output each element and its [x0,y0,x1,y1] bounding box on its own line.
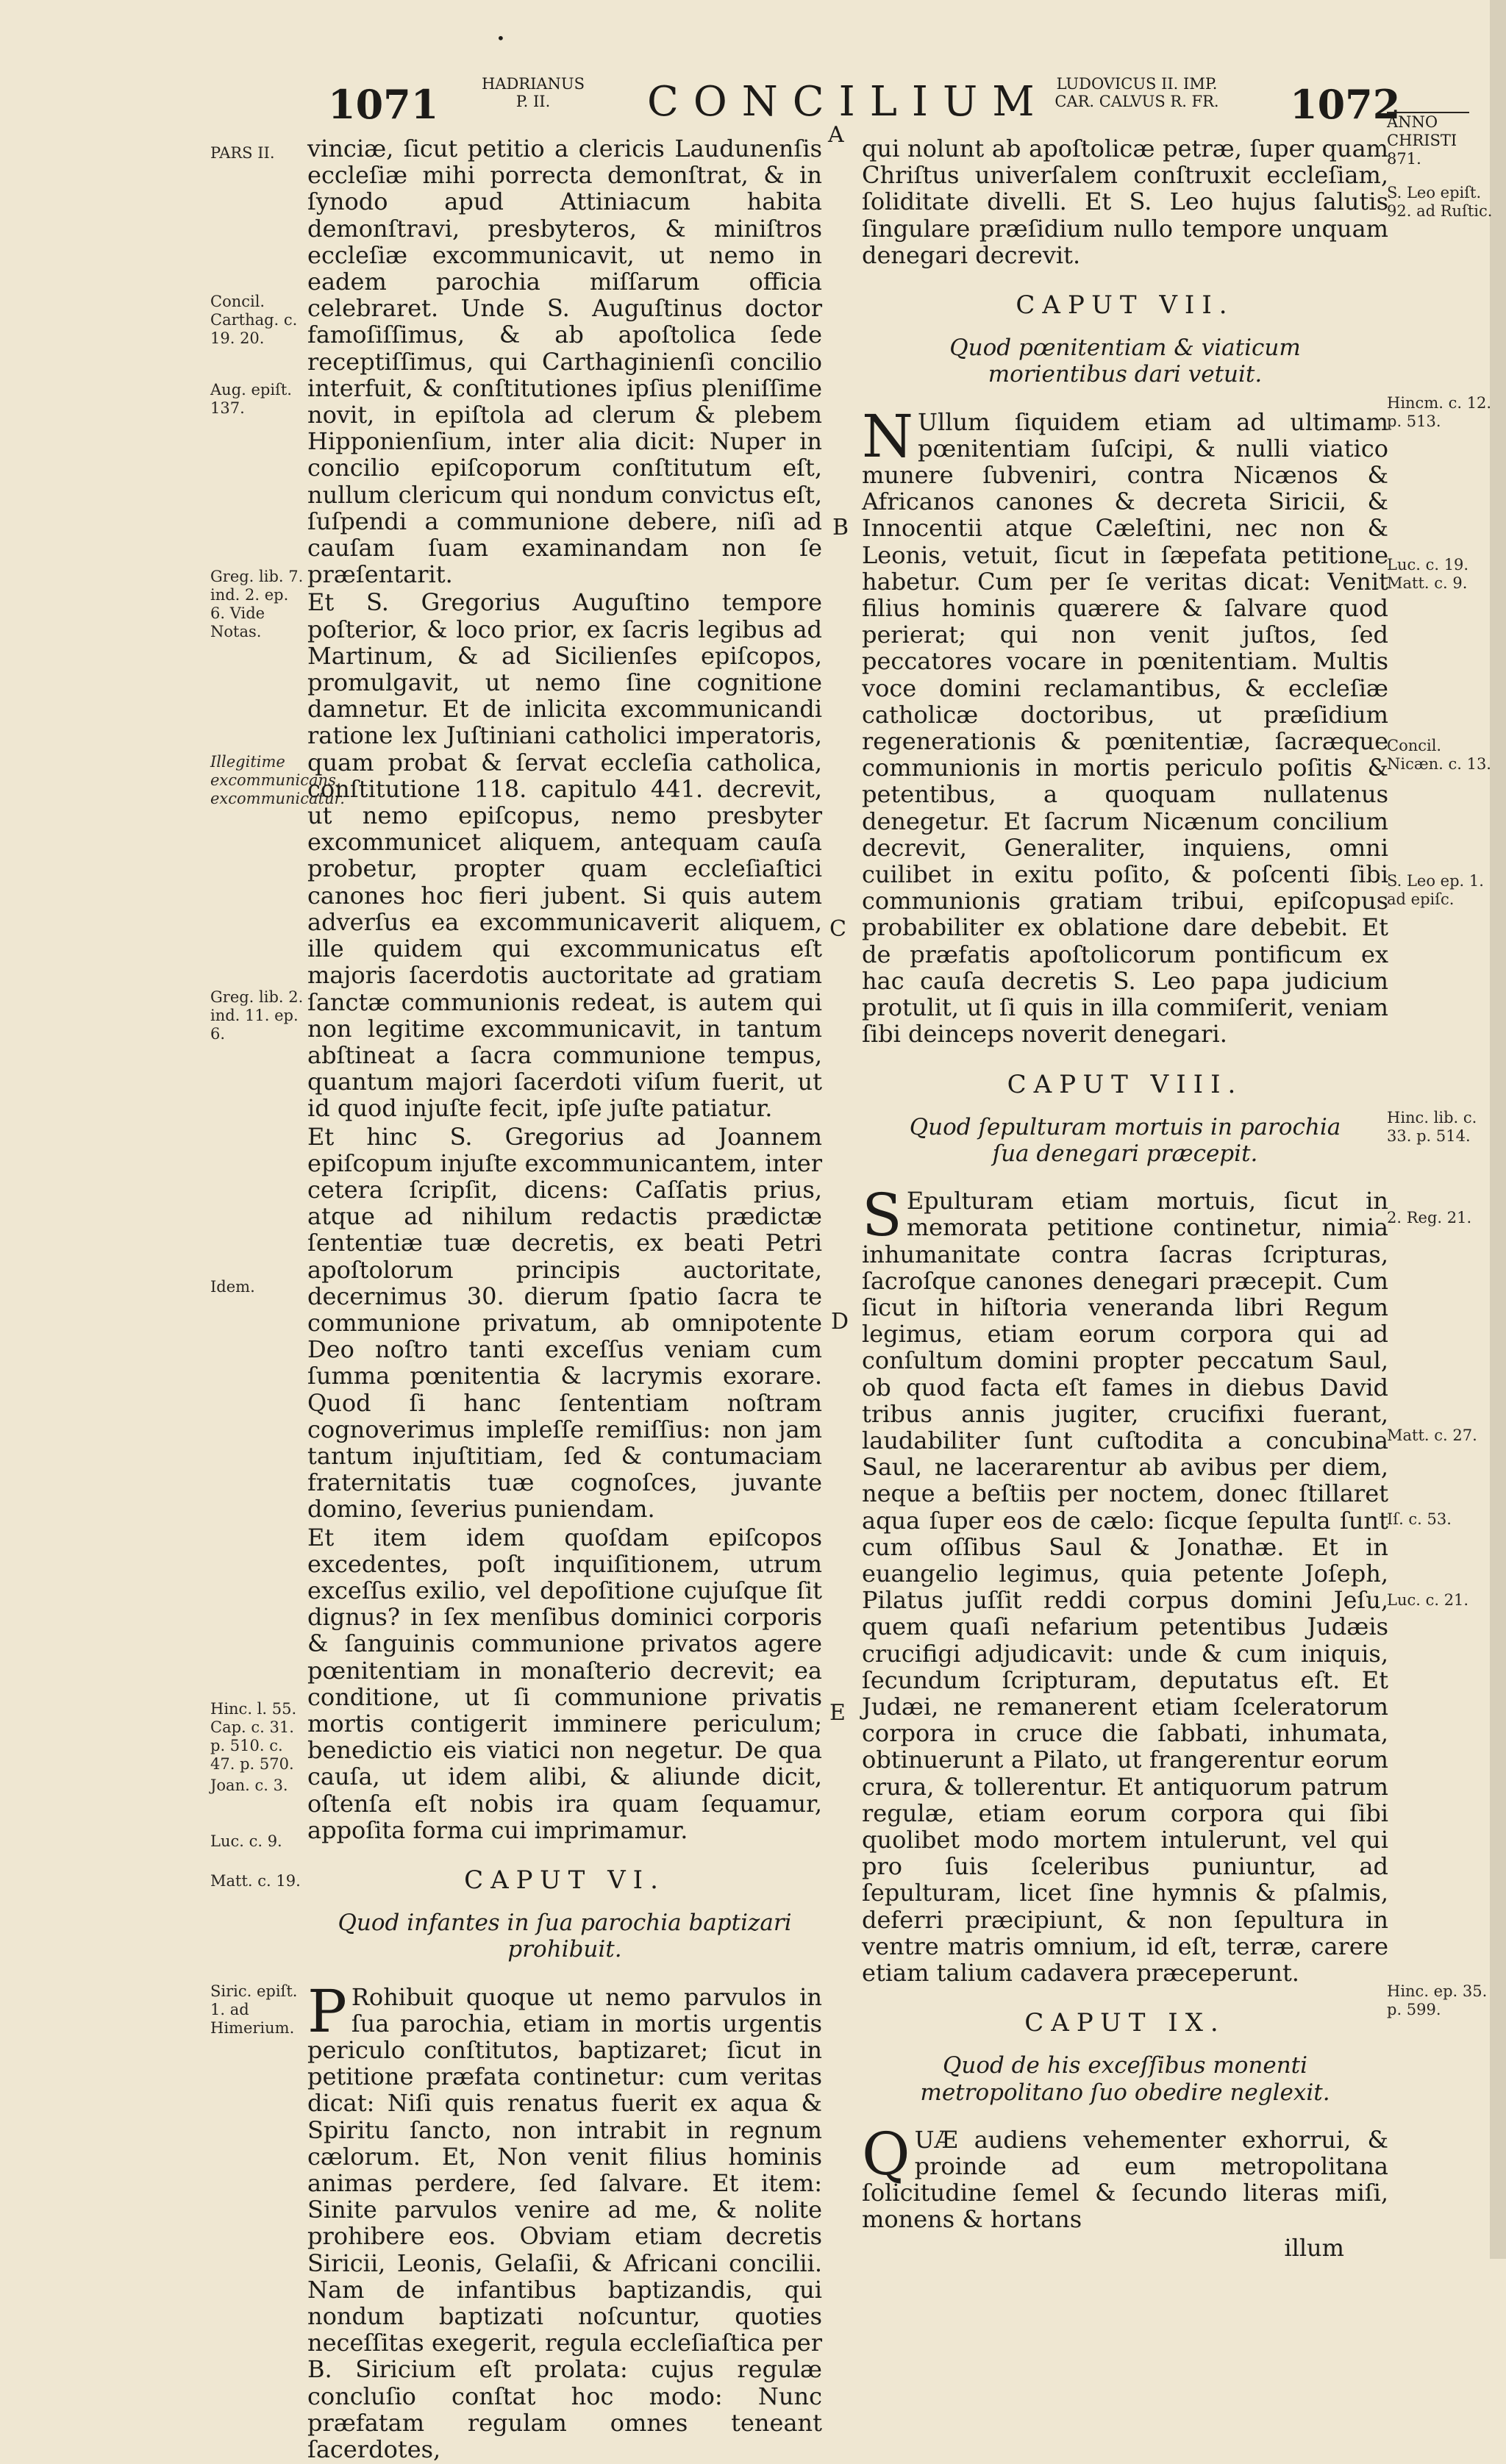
paragraph [307,1976,822,2464]
paragraph [862,1181,1388,1987]
margin-note-left-10: Luc. c. 9. [210,1832,282,1850]
section-letter-b: B [832,515,849,540]
margin-note-left-9: Joan. c. 3. [210,1776,288,1794]
section-letter-a: A [828,122,844,148]
margin-note-right-year: ANNO CHRISTI 871. [1387,112,1469,168]
running-head-left: HADRIANUS P. II. [481,75,585,110]
margin-note-left-12: Siric. epiſt. 1. ad Himerium. [210,1982,298,2037]
left-text-column [307,135,822,2464]
margin-note-left-1: PARS II. [210,144,275,162]
paragraph: Et S. Gregorius Auguſtino tempore poſterior, & loco prior, ex ſacris legibus ad Martinum, & ad Sicilienſes epiſcopos, promulgavit, ut nemo ſine cognitione damnetur. Et de inlicita excommunicandi ratione lex Juſtiniani catholici imperatoris, quam probat & ſervat eccleſia catholica, conſtitutione 118. capitulo 441. decrevit, ut nemo epiſcopus, nemo presbyter excommunicet aliquem, antequam cauſa probetur, propter quam eccleſiaſtici canones hoc fieri jubent. Si quis autem adverſus ea excommunicaverit aliquem, ille quidem qui excommunicatus eſt majoris ſacerdotis auctoritate ad gratiam ſanctæ communionis redeat, is autem qui non legitime excommunicavit, in tantum abſtineat a ſacra communione tempus, quantum majori ſacerdoti viſum fuerit, ut id quod injuſte fecit, ipſe juſte patiatur. [307,588,822,1123]
page-title: CONCILIUM [647,78,1049,126]
paragraph [862,401,1388,1049]
margin-note-right-7: Hinc. lib. c. 33. p. 514. [1387,1109,1477,1145]
margin-note-left-8: Hinc. l. 55. Cap. c. 31. p. 510. c. 47. p. 570. [210,1700,297,1773]
section-letter-d: D [831,1309,849,1335]
chapter-subtitle: Quod pœnitentiam & viaticum morientibus dari vetuit. [949,335,1301,388]
print-mark: • [496,29,505,47]
margin-note-right-2: S. Leo epiſt. 92. ad Ruſtic. [1387,184,1493,220]
margin-note-left-2: Concil. Carthag. c. 19. 20. [210,293,298,347]
section-letter-c: C [829,916,846,942]
catchword: illum [1284,2233,1344,2262]
page-number-right: 1072 [1290,81,1401,128]
margin-note-left-4: Greg. lib. 7. ind. 2. ep. 6. Vide Notas. [210,568,304,640]
margin-note-right-9: Matt. c. 27. [1387,1426,1477,1444]
margin-note-right-3: Hincm. c. 12. p. 513. [1387,394,1492,430]
margin-note-right-11: Luc. c. 21. [1387,1591,1469,1609]
margin-note-left-5: Illegitime excommunicans, excommunicatur. [210,753,345,807]
paragraph [862,2119,1388,2234]
chapter-subtitle: Quod ſepulturam mortuis in parochia ſua denegari præcepit. [909,1113,1341,1167]
margin-note-left-3: Aug. epiſt. 137. [210,381,292,417]
margin-note-right-12: Hinc. ep. 35. p. 599. [1387,1982,1488,2018]
paragraph-text: UÆ audiens vehementer exhorrui, & proinde ad eum metropolitana ſolicitudine ſemel & ſecundo literas miſi, monens & hortans [862,2125,1388,2234]
chapter-subtitle: Quod infantes in ſua parochia baptizari prohibuit. [338,1910,792,1963]
margin-note-left-7: Idem. [210,1278,255,1296]
page-header [0,65,1506,128]
margin-note-right-8: 2. Reg. 21. [1387,1209,1472,1226]
margin-note-right-6: S. Leo ep. 1. ad epiſc. [1387,872,1484,908]
chapter-subtitle: Quod de his exceſſibus monenti metropolitano ſuo obedire neglexit. [920,2052,1330,2106]
chapter-heading: CAPUT IX. [1024,2008,1226,2038]
margin-note-left-6: Greg. lib. 2. ind. 11. ep. 6. [210,988,304,1043]
paragraph: vinciæ, ſicut petitio a clericis Laudunenſis eccleſiæ mihi porrecta demonſtrat, & in ſynodo apud Attiniacum habita demonſtravi, presbyteros, & miniſtros eccleſiæ excommunicavit, ut nemo in eadem parochia miſſarum officia celebraret. Unde S. Auguſtinus doctor famoſiſſimus, & ab apoſtolica ſede receptiſſimus, qui Carthaginienſi concilio interfuit, & conſtitutiones ipſius pleniſſime novit, in epiſtola ad clerum & plebem Hipponienſium, inter alia dicit: Nuper in concilio epiſcoporum conſtitutum eſt, nullum clericum qui nondum convictus eſt, ſuſpendi a communione debere, niſi ad cauſam ſuam examinandam non ſe præſentarit. [307,135,822,589]
margin-note-right-10: Iſ. c. 53. [1387,1510,1452,1528]
paragraph-text: Epulturam etiam mortuis, ſicut in memorata petitione continetur, nimia inhumanitate contra ſacras ſcripturas, ſacroſque canones denegari præcepit. Cum ſicut in hiſtoria veneranda libri Regum legimus, etiam eorum corpora qui ad conſultum domini propter peccatum Saul, ob quod facta eſt fames in diebus David tribus annis jugiter, crucifixi fuerant, laudabiliter ſunt cuſtodita a concubina Saul, ne lacerarentur ab avibus per diem, neque a beſtiis per noctem, donec ſtillaret aqua ſuper eos de cælo: ſicque ſepulta ſunt cum oſſibus Saul & Jonathæ. Et in euangelio legimus, quia petente Joſeph, Pilatus juſſit reddi corpus domini Jeſu, quem quaſi nefarium petentibus Judæis crucifigi adjudicavit: unde & cum iniquis, ſecundum ſcripturam, deputatus eſt. Et Judæi, ne remanerent etiam ſceleratorum corpora in cruce die ſabbati, inhumata, obtinuerunt a Pilato, ut frangerentur eorum crura, & tollerentur. Et antiquorum patrum regulæ, etiam eorum corpora qui ſibi quolibet modo mortem intulerunt, vel qui pro ſuis ſceleribus puniuntur, ad ſepulturam, licet ſine hymnis & pſalmis, deferri præcipiunt, & non ſepultura in ventre matris omnium, id eſt, terræ, carere etiam talium cadavera præceperunt. [862,1187,1388,1987]
paragraph-text: Rohibuit quoque ut nemo parvulos in ſua parochia, etiam in mortis urgentis periculo conſtitutos, baptizaret; ſicut in petitione præfata continetur: cum veritas dicat: Niſi quis renatus fuerit ex aqua & Spiritu ſancto, non intrabit in regnum cælorum. Et, Non venit filius hominis animas perdere, ſed ſalvare. Et item: Sinite parvulos venire ad me, & nolite prohibere eos. Obviam etiam decretis Siricii, Leonis, Gelaſii, & Africani concilii. Nam de infantibus baptizandis, qui nondum baptizati noſcuntur, quoties neceſſitas exegerit, regula eccleſiaſtica per B. Siricium eſt prolata: cujus regulæ concluſio conſtat hoc modo: Nunc præfatam regulam omnes teneant ſacerdotes, [307,1982,822,2464]
chapter-heading: CAPUT VI. [464,1865,665,1895]
right-text-column [862,135,1388,2261]
drop-cap: S [862,1181,902,1250]
running-head-right: LUDOVICUS II. IMP. CAR. CALVUS R. FR. [1054,75,1219,110]
margin-note-left-11: Matt. c. 19. [210,1872,301,1890]
drop-cap: N [862,401,913,471]
drop-cap: Q [862,2119,910,2188]
chapter-heading: CAPUT VII. [1016,290,1235,321]
paragraph: Et hinc S. Gregorius ad Joannem epiſcopum injuſte excommunicantem, inter cetera ſcripſit, dicens: Caſſatis prius, atque ad nihilum redactis prædictæ ſententiæ tuæ decretis, ex beati Petri apoſtolorum principis auctoritate, decernimus 30. dierum ſpatio ſacra te communione privatum, ab omnipotente Deo noſtro tanti exceſſus veniam cum ſumma pœnitentia & lacrymis exorare. Quod ſi hanc ſententiam noſtram cognoverimus impleſſe remiſſius: non jam tantum injuſtitiam, ſed & contumaciam fraternitatis tuæ cognoſces, juvante domino, ſeverius puniendam. [307,1122,822,1524]
chapter-heading: CAPUT VIII. [1007,1069,1243,1099]
page-number-left: 1071 [328,81,439,128]
paragraph: Et item idem quoſdam epiſcopos excedentes, poſt inquiſitionem, utrum exceſſus exilio, vel depoſitione cujuſque ſit dignus? in ſex menſibus dominici corporis & ſanguinis communione privatos agere pœnitentiam in monaſterio decrevit; ea conditione, ut ſi communione privatis mortis contigerit imminere periculum; benedictio eis viatici non negetur. De qua cauſa, ut idem alibi, & aliunde dicit, oſtenſa eſt nobis ira quam ſequamur, appoſita forma cui imprimamur. [307,1523,822,1844]
section-letter-e: E [829,1700,846,1726]
drop-cap: P [307,1976,347,2046]
paragraph-text: Ullum ſiquidem etiam ad ultimam pœnitentiam ſuſcipi, & nulli viatico munere ſubveniri, contra Nicænos & Africanos canones & decreta Siricii, & Innocentii atque Cæleſtini, nec non & Leonis, vetuit, ſicut in ſæpefata petitione habetur. Cum per ſe veritas dicat: Venit filius hominis quærere & ſalvare quod perierat; qui non venit juſtos, ſed peccatores vocare in pœnitentiam. Multis voce domini reclamantibus, & eccleſiæ catholicæ doctoribus, ut præſidium regenerationis & pœnitentiæ, ſacræque communionis in mortis periculo poſitis & petentibus, a quoquam nullatenus denegetur. Et ſacrum Nicænum concilium decrevit, Generaliter, inquiens, omni cuilibet in exitu poſito, & poſcenti ſibi communionis gratiam tribui, epiſcopus probabiliter ex oblatione dare debebit. Et de præfatis apoſtolicorum pontificum ex hac cauſa decretis S. Leo papa judicium protulit, ut ſi quis in illa commiſerit, veniam ſibi deinceps noverit denegari. [862,407,1388,1049]
paragraph: qui nolunt ab apoſtolicæ petræ, ſuper quam Chriſtus univerſalem conſtruxit eccleſiam, ſoliditate divelli. Et S. Leo hujus ſalutis ſingulare præſidium nullo tempore unquam denegari decrevit. [862,135,1388,269]
margin-note-right-4: Luc. c. 19. Matt. c. 9. [1387,556,1469,592]
margin-note-right-5: Concil. Nicæn. c. 13. [1387,737,1491,773]
